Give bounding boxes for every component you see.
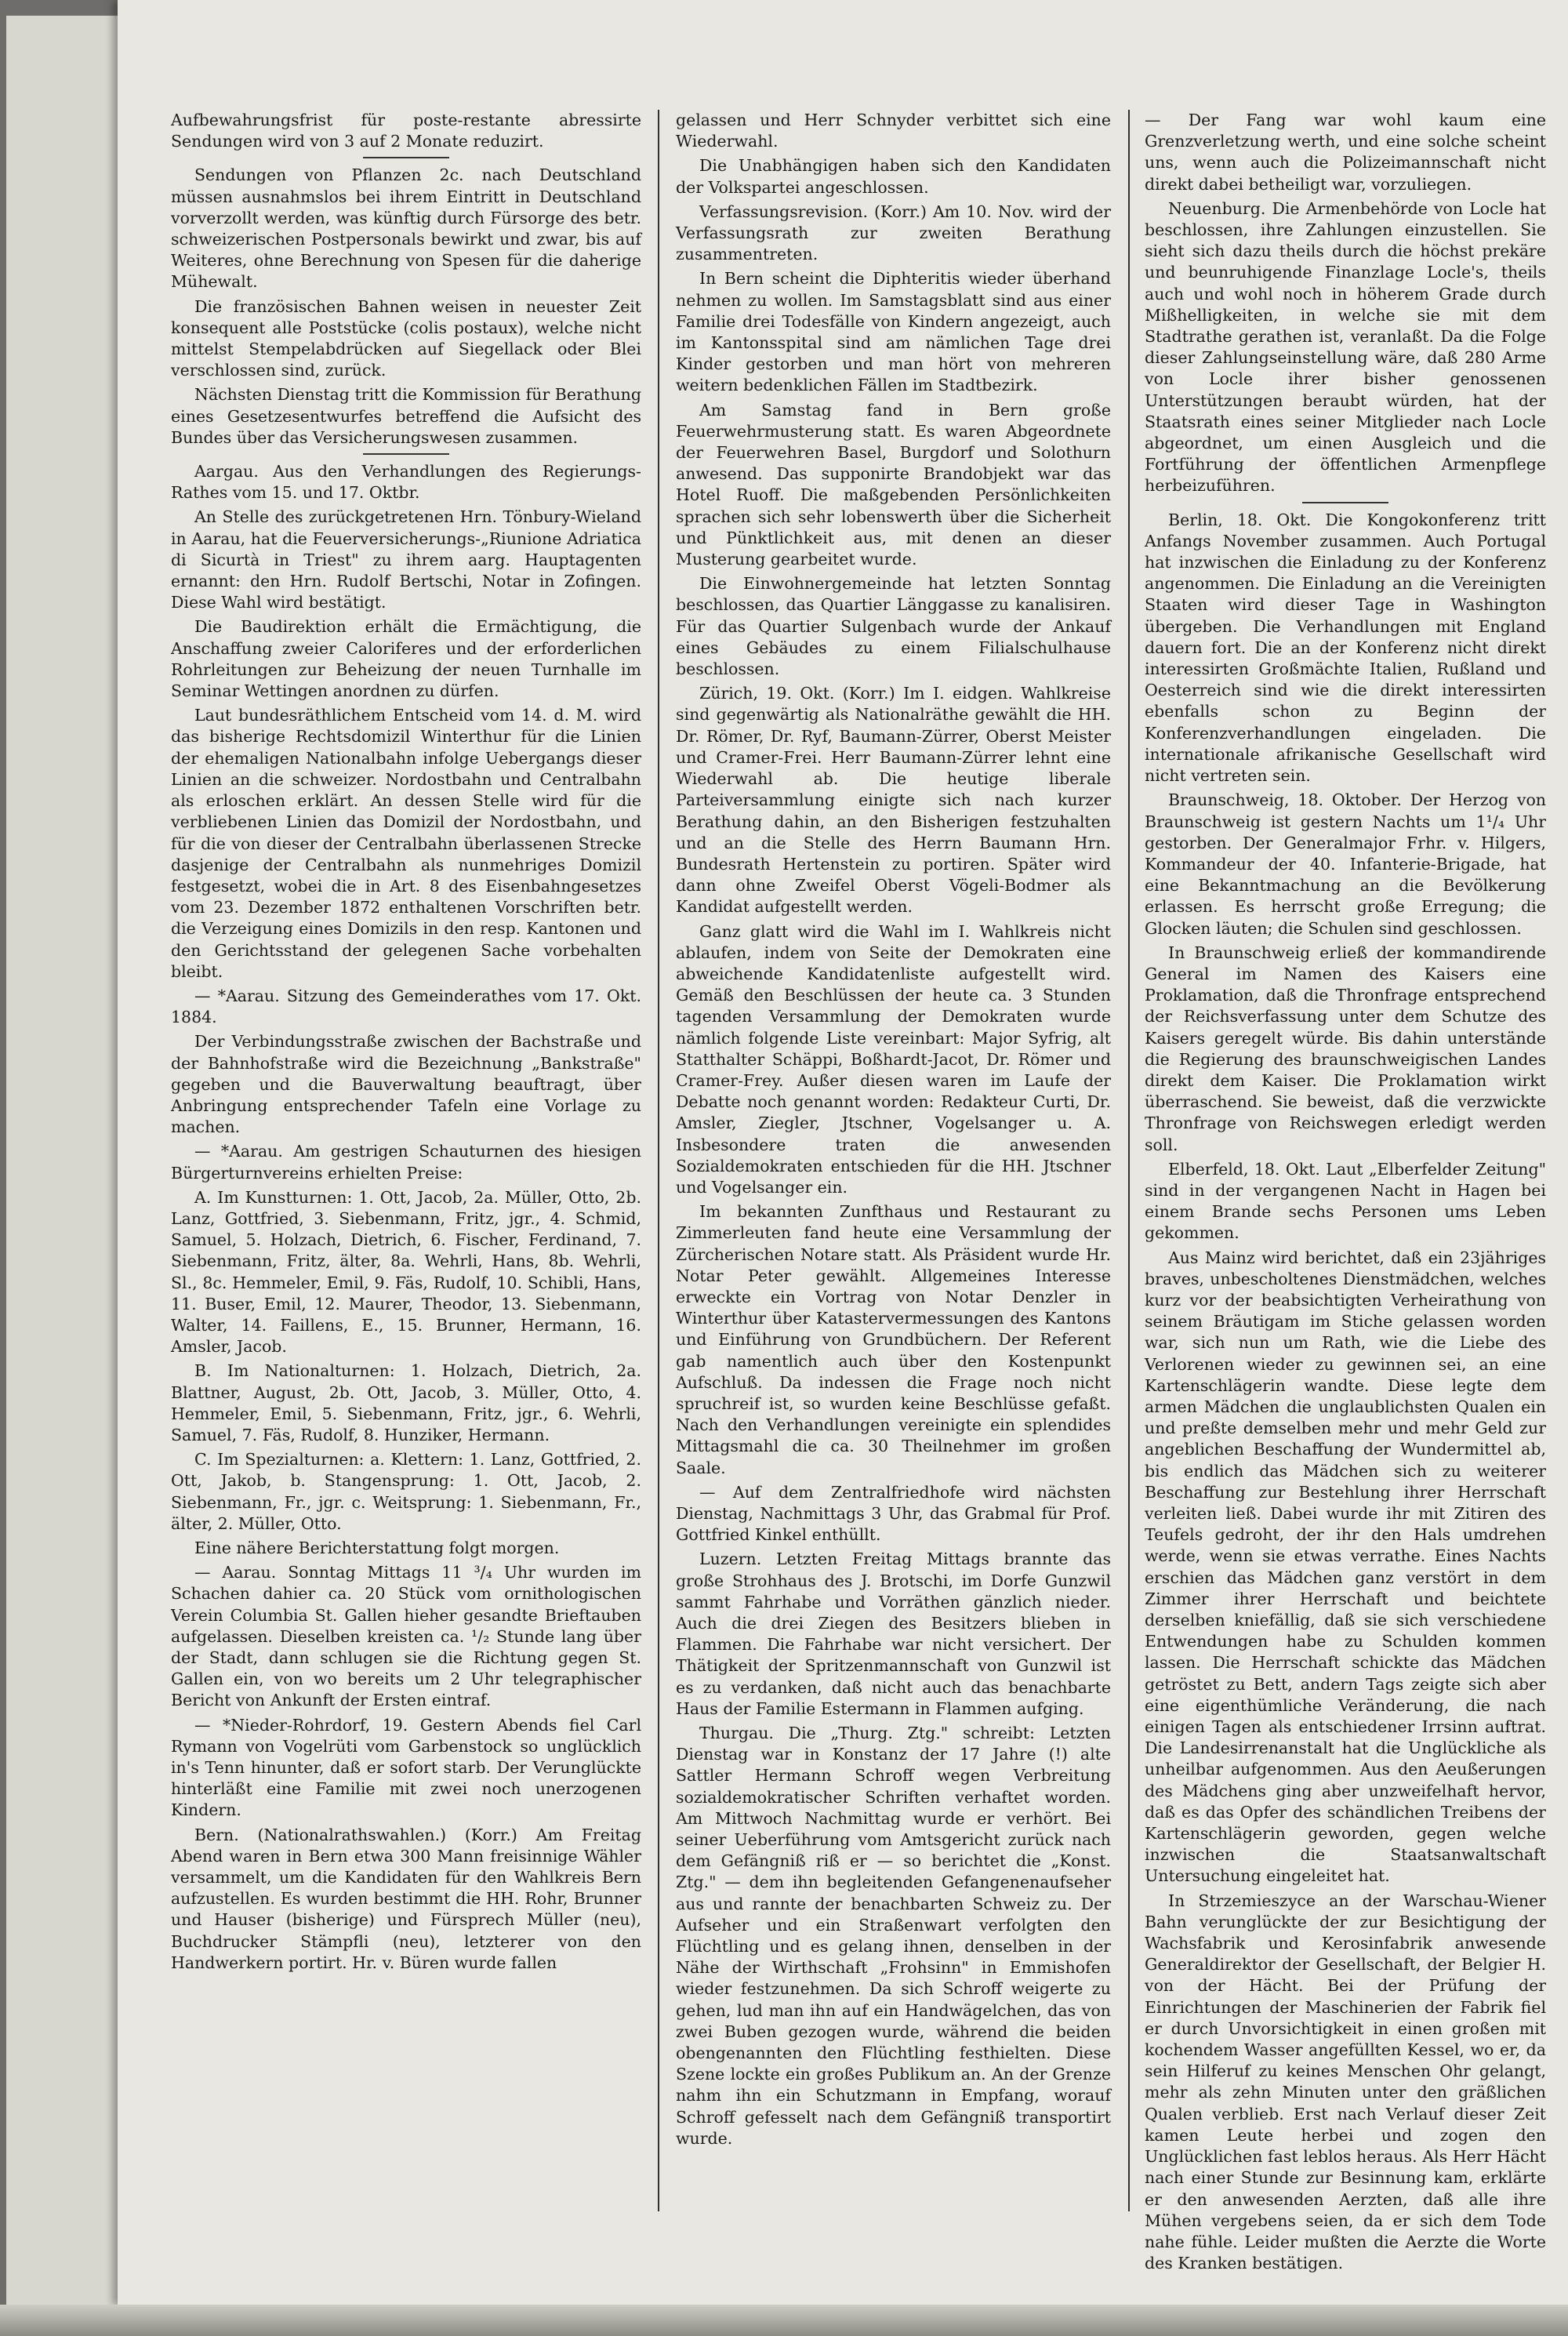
article-paragraph: — *Aarau. Am gestrigen Schauturnen des hiesigen Bürgerturnvereins erhielten Preise: — [171, 1142, 641, 1183]
article-paragraph: Elberfeld, 18. Okt. Laut „Elberfelder Zeitung" sind in der vergangenen Nacht in Hagen bei einem Brande sechs Personen ums Leben gekommen. — [1145, 1159, 1546, 1243]
article-paragraph: Berlin, 18. Okt. Die Kongokonferenz tritt Anfangs November zusammen. Auch Portugal hat inzwischen die Einladung zu der Konferenz angenommen. Die Einladung an die Vereinigten Staaten wird dieser Tage in Washington übergeben. Die Verhandlungen mit England dauern fort. Die an der Konferenz nicht direkt interessirten Großmächte Italien, Rußland und Oesterreich sind wie die direkt interessirten ebenfalls schon zu Beginn der Konferenzverhandlungen eingeladen. Die internationale afrikanische Gesellschaft wird nicht vertreten sein. — [1145, 510, 1546, 786]
article-paragraph: Aufbewahrungsfrist für poste-restante abressirte Sendungen wird von 3 auf 2 Monate reduzirt. — [171, 111, 641, 151]
article-paragraph: C. Im Spezialturnen: a. Klettern: 1. Lanz, Gottfried, 2. Ott, Jakob, b. Stangensprung: 1. Ott, Jacob, 2. Siebenmann, Fr., jgr. c. Weitsprung: 1. Siebenmann, Fr., älter, 2. Müller, Otto. — [171, 1450, 641, 1533]
article-paragraph: Sendungen von Pflanzen 2c. nach Deutschland müssen ausnahmslos bei ihrem Eintritt in Deutschland vorverzollt werden, was künftig durch Fürsorge des betr. schweizerischen Postpersonals bewirkt und zwar, bis auf Weiteres, ohne Berechnung von Spesen für die daherige Mühewalt. — [171, 165, 641, 292]
column-left — [171, 110, 641, 2211]
article-paragraph: Die Einwohnergemeinde hat letzten Sonntag beschlossen, das Quartier Länggasse zu kanalisiren. Für das Quartier Sulgenbach wurde der Ankauf eines Gebäudes zu einem Filialschulhause beschlossen. — [676, 574, 1111, 679]
article-paragraph: In Braunschweig erließ der kommandirende General im Namen des Kaisers eine Proklamation, daß die Thronfrage entsprechend der Reichsverfassung unter dem Schutze des Kaisers geregelt würde. Bis dahin unterstände die Regierung des braunschweigischen Landes direkt dem Kaiser. Die Proklamation wirkt überraschend. Sie beweist, daß die verzwickte Thronfrage von Reichswegen erledigt werden soll. — [1145, 943, 1546, 1154]
article-paragraph: Die französischen Bahnen weisen in neuester Zeit konsequent alle Poststücke (colis postaux), welche nicht mittelst Stempelabdrücken auf Siegellack oder Blei verschlossen sind, zurück. — [171, 296, 641, 380]
article-paragraph: In Strzemieszyce an der Warschau-Wiener Bahn verunglückte der zur Besichtigung der Wachsfabrik und Kerosinfabrik anwesende Generaldirektor der Gesellschaft, der Belgier H. von der Hächt. Bei der Prüfung der Einrichtungen der Maschinerien der Fabrik fiel er durch Unvorsichtigkeit in einen großen mit kochendem Wasser angefüllten Kessel, wo er, da sein Hilferuf zu keines Menschen Ohr gelangt, mehr als zehn Minuten unter den gräßlichen Qualen verblieb. Erst nach Verlauf dieser Zeit kamen Leute herbei und zogen den Unglücklichen fast leblos heraus. Als Herr Hächt nach einer Stunde zur Besinnung kam, erklärte er den anwesenden Aerzten, daß alle ihre Mühen vergebens seien, da er sich dem Tode nahe fühle. Leider mußten die Aerzte die Worte des Kranken bestätigen. — [1145, 1891, 1546, 2273]
section-separator — [363, 157, 449, 158]
section-separator — [363, 453, 449, 455]
article-paragraph: A. Im Kunstturnen: 1. Ott, Jacob, 2a. Müller, Otto, 2b. Lanz, Gottfried, 3. Siebenmann, Fritz, jgr., 4. Schmid, Samuel, 5. Holzach, Dietrich, 6. Fischer, Ferdinand, 7. Siebenmann, Fritz, älter, 8a. Wehrli, Hans, 8b. Wehrli, Sl., 8c. Hemmeler, Emil, 9. Fäs, Rudolf, 10. Schibli, Hans, 11. Buser, Emil, 12. Maurer, Theodor, 13. Siebenmann, Walter, 14. Faillens, E., 15. Brunner, Hermann, 16. Amsler, Jacob. — [171, 1187, 641, 1357]
column-right — [1145, 110, 1546, 2273]
article-paragraph: Neuenburg. Die Armenbehörde von Locle hat beschlossen, ihre Zahlungen einzustellen. Sie sieht sich dazu theils durch die höchst prekäre und beunruhigende Finanzlage Locle's, theils auch und wohl noch in höherem Grade durch Mißhelligkeiten, in welche sie mit dem Stadtrathe gerathen ist, veranlaßt. Da die Folge dieser Zahlungseinstellung wäre, daß 280 Arme von Locle ihrer bisher genossenen Unterstützungen beraubt würden, hat der Staatsrath eines seiner Mitglieder nach Locle abgeordnet, um einen Ausgleich und die Fortführung der öffentlichen Armenpflege herbeizuführen. — [1145, 198, 1546, 496]
article-paragraph: — Der Fang war wohl kaum eine Grenzverletzung werth, und eine solche scheint uns, wenn auch die Polizeimannschaft nicht direkt dabei betheiligt war, vorzuliegen. — [1145, 111, 1546, 194]
article-paragraph: Verfassungsrevision. (Korr.) Am 10. Nov. wird der Verfassungsrath zur zweiten Berathung zusammentreten. — [676, 202, 1111, 264]
article-paragraph: Zürich, 19. Okt. (Korr.) Im I. eidgen. Wahlkreise sind gegenwärtig als Nationalräthe gewählt die HH. Dr. Römer, Dr. Ryf, Baumann-Zürrer, Oberst Meister und Cramer-Frei. Herr Baumann-Zürrer lehnt eine Wiederwahl ab. Die heutige liberale Parteiversammlung einigte sich nach kurzer Berathung dahin, an den Bisherigen festzuhalten und an die Stelle des Herrn Baumann Hrn. Bundesrath Hertenstein zu portiren. Später wird dann ohne Zweifel Oberst Vögeli-Bodmer als Kandidat aufgestellt werden. — [676, 684, 1111, 917]
article-paragraph: Thurgau. Die „Thurg. Ztg." schreibt: Letzten Dienstag war in Konstanz der 17 Jahre (!) alte Sattler Hermann Schroff wegen Verbreitung sozialdemokratischer Schriften verhaftet worden. Am Mittwoch Nachmittag wurde er verhört. Bei seiner Ueberführung vom Amtsgericht zurück nach dem Gefängniß riß er — so berichtet die „Konst. Ztg." — dem ihn begleitenden Gefangenenaufseher aus und rannte der benachbarten Schweiz zu. Der Aufseher und ein Straßenwart verfolgten den Flüchtling und es gelang ihnen, denselben in der Nähe der Wirthschaft „Frohsinn" in Emmishofen wieder festzunehmen. Da sich Schroff weigerte zu gehen, lud man ihn auf ein Handwägelchen, das von zwei Buben gezogen wurde, während die beiden obengenannten den Flüchtling festhielten. Diese Szene lockte ein großes Publikum an. An der Grenze nahm ihn ein Schutzmann in Empfang, worauf Schroff gefesselt nach dem Gefängniß transportirt wurde. — [676, 1724, 1111, 2148]
article-paragraph: — *Aarau. Sitzung des Gemeinderathes vom 17. Okt. 1884. — [171, 986, 641, 1027]
article-paragraph: B. Im Nationalturnen: 1. Holzach, Dietrich, 2a. Blattner, August, 2b. Ott, Jacob, 3. Müller, Otto, 4. Hemmeler, Emil, 5. Siebenmann, Fritz, jgr., 6. Wehrli, Samuel, 7. Fäs, Rudolf, 8. Hunziker, Hermann. — [171, 1361, 641, 1444]
article-paragraph: Der Verbindungsstraße zwischen der Bachstraße und der Bahnhofstraße wird die Bezeichnung „Bankstraße" gegeben und die Bauverwaltung beauftragt, über Anbringung entsprechender Tafeln eine Vorlage zu machen. — [171, 1032, 641, 1137]
article-paragraph: Nächsten Dienstag tritt die Kommission für Berathung eines Gesetzesentwurfes betreffend die Aufsicht des Bundes über das Versicherungswesen zusammen. — [171, 385, 641, 447]
article-paragraph: gelassen und Herr Schnyder verbittet sich eine Wiederwahl. — [676, 111, 1111, 151]
article-paragraph: Luzern. Letzten Freitag Mittags brannte das große Strohhaus des J. Brotschi, im Dorfe Gunzwil sammt Fahrhabe und Vorräthen gänzlich nieder. Auch die drei Ziegen des Besitzers blieben in Flammen. Die Fahrhabe war nicht versichert. Der Thätigkeit der Spritzenmannschaft von Gunzwil ist es zu verdanken, daß nicht auch das benachbarte Haus der Familie Estermann in Flammen aufging. — [676, 1549, 1111, 1718]
article-paragraph: Bern. (Nationalrathswahlen.) (Korr.) Am Freitag Abend waren in Bern etwa 300 Mann freisinnige Wähler versammelt, um die Kandidaten für den Wahlkreis Bern aufzustellen. Es wurden bestimmt die HH. Rohr, Brunner und Hauser (bisherige) und Fürsprech Müller (neu), Buchdrucker Stämpfli (neu), letzterer von den Handwerkern portirt. Hr. v. Büren wurde fallen — [171, 1825, 641, 1972]
column-rule-left — [658, 110, 659, 2211]
article-paragraph: In Bern scheint die Diphteritis wieder überhand nehmen zu wollen. Im Samstagsblatt sind aus einer Familie drei Todesfälle von Kindern angezeigt, auch im Kantonsspital sind am nämlichen Tage drei Kinder gestorben und man hört von mehreren weitern bedenklichen Fällen im Stadtbezirk. — [676, 269, 1111, 395]
article-paragraph: Aus Mainz wird berichtet, daß ein 23jähriges braves, unbescholtenes Dienstmädchen, welches kurz vor der beabsichtigten Verheirathung von seinem Bräutigam im Stiche gelassen worden war, sich nun um Rath, wie die Liebe des Verlorenen wieder zu gewinnen sei, an eine Kartenschlägerin wandte. Diese legte dem armen Mädchen die unglaublichsten Qualen ein und preßte demselben mehr und mehr Geld zur angeblichen Beschaffung der Wundermittel ab, bis endlich das Mädchen sich zu weiterer Beschaffung zur Bestehlung ihrer Herrschaft verleiten ließ. Dabei wurde ihr mit Zitiren des Teufels gedroht, der ihr den Hals umdrehen werde, wenn sie etwas verrathe. Eines Nachts erschien das Mädchen ganz verstört in dem Zimmer ihrer Herrschaft und beichtete derselben kniefällig, daß sie sich verschiedene Entwendungen habe zu Schulden kommen lassen. Die Herrschaft schickte das Mädchen getröstet zu Bett, andern Tags zeigte sich aber eine eigenthümliche Veränderung, die nach einigen Tagen als entschiedener Irrsinn auftrat. Die Landesirrenanstalt hat die Unglückliche als unheilbar aufgenommen. Aus den Aeußerungen des Mädchens ging aber unzweifelhaft hervor, daß es das Opfer des schändlichen Treibens der Kartenschlägerin geworden, gegen welche inzwischen die Staatsanwaltschaft Untersuchung eingeleitet hat. — [1145, 1248, 1546, 1886]
article-paragraph: Aargau. Aus den Verhandlungen des Regierungs-Rathes vom 15. und 17. Oktbr. — [171, 462, 641, 503]
article-paragraph: — *Nieder-Rohrdorf, 19. Gestern Abends fiel Carl Rymann von Vogelrüti vom Garbenstock so unglücklich in's Tenn hinunter, daß er sofort starb. Der Verunglückte hinterläßt eine Familie mit zwei noch unerzogenen Kindern. — [171, 1715, 641, 1820]
article-paragraph: Laut bundesräthlichem Entscheid vom 14. d. M. wird das bisherige Rechtsdomizil Winterthur für die Linien der ehemaligen Nationalbahn infolge Uebergangs dieser Linien an die schweizer. Nordostbahn und Centralbahn als erloschen erklärt. An dessen Stelle wird für die verbliebenen Linien das Domizil der Nordostbahn, und für die von dieser der Centralbahn überlassenen Strecke dasjenige der Centralbahn als nunmehriges Domizil festgesetzt, wobei die in Art. 8 des Eisenbahngesetzes vom 23. Dezember 1872 enthaltenen Vorschriften betr. die Verzeigung eines Domizils in den resp. Kantonen und den Gerichtsstand der gelegenen Sache vorbehalten bleibt. — [171, 706, 641, 981]
column-middle — [676, 110, 1111, 2211]
article-paragraph: Am Samstag fand in Bern große Feuerwehrmusterung statt. Es waren Abgeordnete der Feuerwehren Basel, Burgdorf und Solothurn anwesend. Das supponirte Brandobjekt war das Hotel Ruoff. Die maßgebenden Persönlichkeiten sprachen sich sehr lobenswerth über die Sicherheit und Pünktlichkeit aus, mit denen an dieser Musterung gearbeitet wurde. — [676, 400, 1111, 569]
article-paragraph: Die Unabhängigen haben sich den Kandidaten der Volkspartei angeschlossen. — [676, 156, 1111, 197]
article-paragraph: — Auf dem Zentralfriedhofe wird nächsten Dienstag, Nachmittags 3 Uhr, das Grabmal für Prof. Gottfried Kinkel enthüllt. — [676, 1482, 1111, 1545]
article-paragraph: Die Baudirektion erhält die Ermächtigung, die Anschaffung zweier Caloriferes und der erforderlichen Rohrleitungen zur Beheizung der neuen Turnhalle im Seminar Wettingen anordnen zu dürfen. — [171, 617, 641, 701]
article-paragraph: Eine nähere Berichterstattung folgt morgen. — [194, 1539, 560, 1557]
article-paragraph: Braunschweig, 18. Oktober. Der Herzog von Braunschweig ist gestern Nachts um 1¹/₄ Uhr gestorben. Der Generalmajor Frhr. v. Hilgers, Kommandeur der 40. Infanterie-Brigade, hat eine Bekanntmachung an die Bevölkerung erlassen. Es herrscht große Erregung; die Glocken läuten; die Schulen sind geschlossen. — [1145, 790, 1546, 938]
article-paragraph: An Stelle des zurückgetretenen Hrn. Tönbury-Wieland in Aarau, hat die Feuerversicherungs-„Riunione Adriatica di Sicurtà in Triest" zu ihrem aarg. Hauptagenten ernannt: den Hrn. Rudolf Bertschi, Notar in Zofingen. Diese Wahl wird bestätigt. — [171, 507, 641, 612]
article-paragraph: — Aarau. Sonntag Mittags 11 ³/₄ Uhr wurden im Schachen dahier ca. 20 Stück vom ornithologischen Verein Columbia St. Gallen hieher gesandte Brieftauben aufgelassen. Dieselben kreisten ca. ¹/₂ Stunde lang über der Stadt, dann schlugen sie die Richtung gegen St. Gallen ein, von wo bereits um 2 Uhr telegraphischer Bericht von Ankunft der Ersten eintraf. — [171, 1563, 641, 1710]
column-rule-right — [1128, 110, 1130, 2211]
article-paragraph: Ganz glatt wird die Wahl im I. Wahlkreis nicht ablaufen, indem von Seite der Demokraten eine abweichende Kandidatenliste aufgestellt wird. Gemäß den Beschlüssen der heute ca. 3 Stunden tagenden Versammlung der Demokraten wurde nämlich folgende Liste vereinbart: Major Syfrig, alt Statthalter Schäppi, Boßhardt-Jacot, Dr. Römer und Cramer-Frey. Außer diesen waren im Laufe der Debatte noch genannt worden: Redakteur Curti, Dr. Amsler, Ziegler, Jtschner, Vogelsanger u. A. Insbesondere traten die anwesenden Sozialdemokraten entschieden für die HH. Jtschner und Vogelsanger ein. — [676, 921, 1111, 1197]
newspaper-page — [118, 0, 1568, 2305]
section-separator — [1302, 502, 1388, 503]
page-bottom-shadow — [0, 2305, 1568, 2336]
article-paragraph: Im bekannten Zunfthaus und Restaurant zu Zimmerleuten fand heute eine Versammlung der Zürcherischen Notare statt. Als Präsident wurde Hr. Notar Peter gewählt. Allgemeines Interesse erweckte ein Vortrag von Notar Denzler in Winterthur über Katastervermessungen des Kantons und Einführung von Grundbüchern. Der Referent gab namentlich auch über den Kostenpunkt Aufschluß. Da indessen die Frage noch nicht spruchreif ist, so wurden keine Beschlüsse gefaßt. Nach den Verhandlungen vereinigte ein splendides Mittagsmahl die ca. 30 Theilnehmer im großen Saale. — [676, 1202, 1111, 1477]
page-edge-stack — [0, 0, 118, 2336]
